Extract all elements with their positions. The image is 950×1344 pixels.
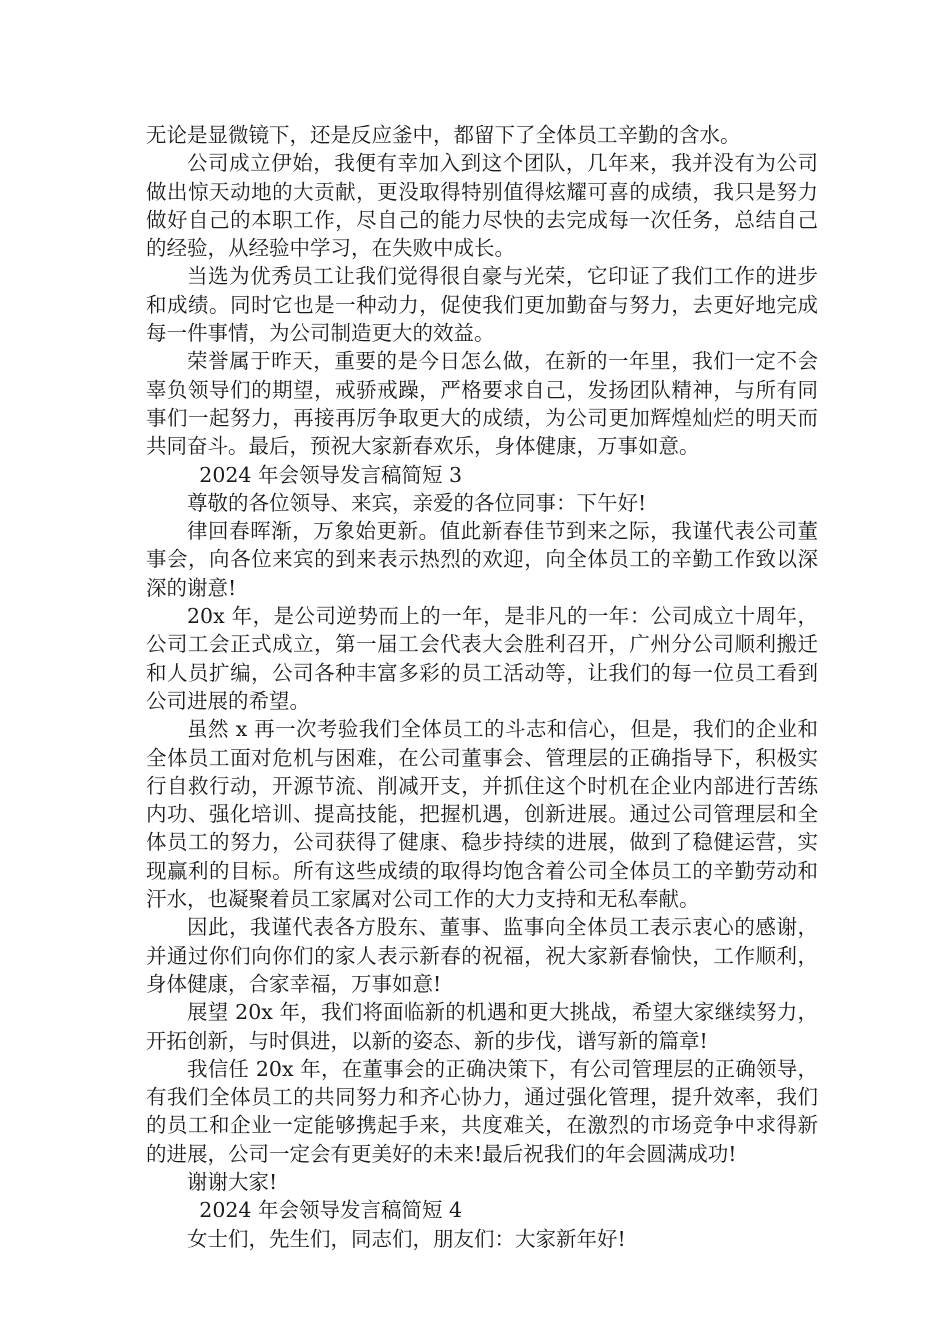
paragraph: 我信任 20x 年，在董事会的正确决策下，有公司管理层的正确领导，有我们全体员工的共同努力和齐心协力，通过强化管理，提升效率，我们的员工和企业一定能够携起手来，共度难关，在激烈的市场竞争中求得新的进展，公司一定会有更美好的未来!最后祝我们的年会圆满成功! xyxy=(146,1056,818,1166)
paragraph: 展望 20x 年，我们将面临新的机遇和更大挑战，希望大家继续努力，开拓创新，与时俱进，以新的姿态、新的步伐，谱写新的篇章! xyxy=(146,1000,818,1053)
section-heading: 2024 年会领导发言稿简短 4 xyxy=(199,1198,463,1223)
paragraph-thanks: 谢谢大家! xyxy=(187,1169,278,1194)
paragraph: 公司成立伊始，我便有幸加入到这个团队，几年来，我并没有为公司做出惊天动地的大贡献，更没取得特别值得炫耀可喜的成绩，我只是努力做好自己的本职工作，尽自己的能力尽快的去完成每一次任务，总结自己的经验，从经验中学习，在失败中成长。 xyxy=(146,151,818,261)
paragraph: 荣誉属于昨天，重要的是今日怎么做，在新的一年里，我们一定不会辜负领导们的期望，戒骄戒躁，严格要求自己，发扬团队精神，与所有同事们一起努力，再接再厉争取更大的成绩，为公司更加辉煌灿烂的明天而共同奋斗。最后，预祝大家新春欢乐，身体健康，万事如意。 xyxy=(146,349,818,459)
paragraph-salutation: 尊敬的各位领导、来宾，亲爱的各位同事：下午好! xyxy=(187,490,647,515)
paragraph: 当选为优秀员工让我们觉得很自豪与光荣，它印证了我们工作的进步和成绩。同时它也是一种动力，促使我们更加勤奋与努力，去更好地完成每一件事情，为公司制造更大的效益。 xyxy=(146,264,818,346)
paragraph: 虽然 x 再一次考验我们全体员工的斗志和信心，但是，我们的企业和全体员工面对危机与困难，在公司董事会、管理层的正确指导下，积极实行自救行动，开源节流、削减开支，并抓住这个时机在企业内部进行苦练内功、强化培训、提高技能，把握机遇，创新进展。通过公司管理层和全体员工的努力，公司获得了健康、稳步持续的进展，做到了稳健运营，实现赢利的目标。所有这些成绩的取得均饱含着公司全体员工的辛勤劳动和汗水，也凝聚着员工家属对公司工作的大力支持和无私奉献。 xyxy=(146,717,818,912)
paragraph: 律回春晖渐，万象始更新。值此新春佳节到来之际，我谨代表公司董事会，向各位来宾的到来表示热烈的欢迎，向全体员工的辛勤工作致以深深的谢意! xyxy=(146,519,818,600)
paragraph: 因此，我谨代表各方股东、董事、监事向全体员工表示衷心的感谢，并通过你们向你们的家人表示新春的祝福，祝大家新春愉快，工作顺利，身体健康，合家幸福，万事如意! xyxy=(146,915,818,996)
paragraph-salutation: 女士们，先生们，同志们，朋友们：大家新年好! xyxy=(187,1226,626,1251)
paragraph: 20x 年，是公司逆势而上的一年，是非凡的一年：公司成立十周年，公司工会正式成立，第一届工会代表大会胜利召开，广州分公司顺利搬迁和人员扩编，公司各种丰富多彩的员工活动等，让我们的每一位员工看到公司进展的希望。 xyxy=(146,604,818,713)
document-body xyxy=(146,121,818,1253)
section-heading: 2024 年会领导发言稿简短 3 xyxy=(199,462,463,487)
paragraph-continued: 无论是显微镜下，还是反应釜中，都留下了全体员工辛勤的含水。 xyxy=(146,123,741,147)
